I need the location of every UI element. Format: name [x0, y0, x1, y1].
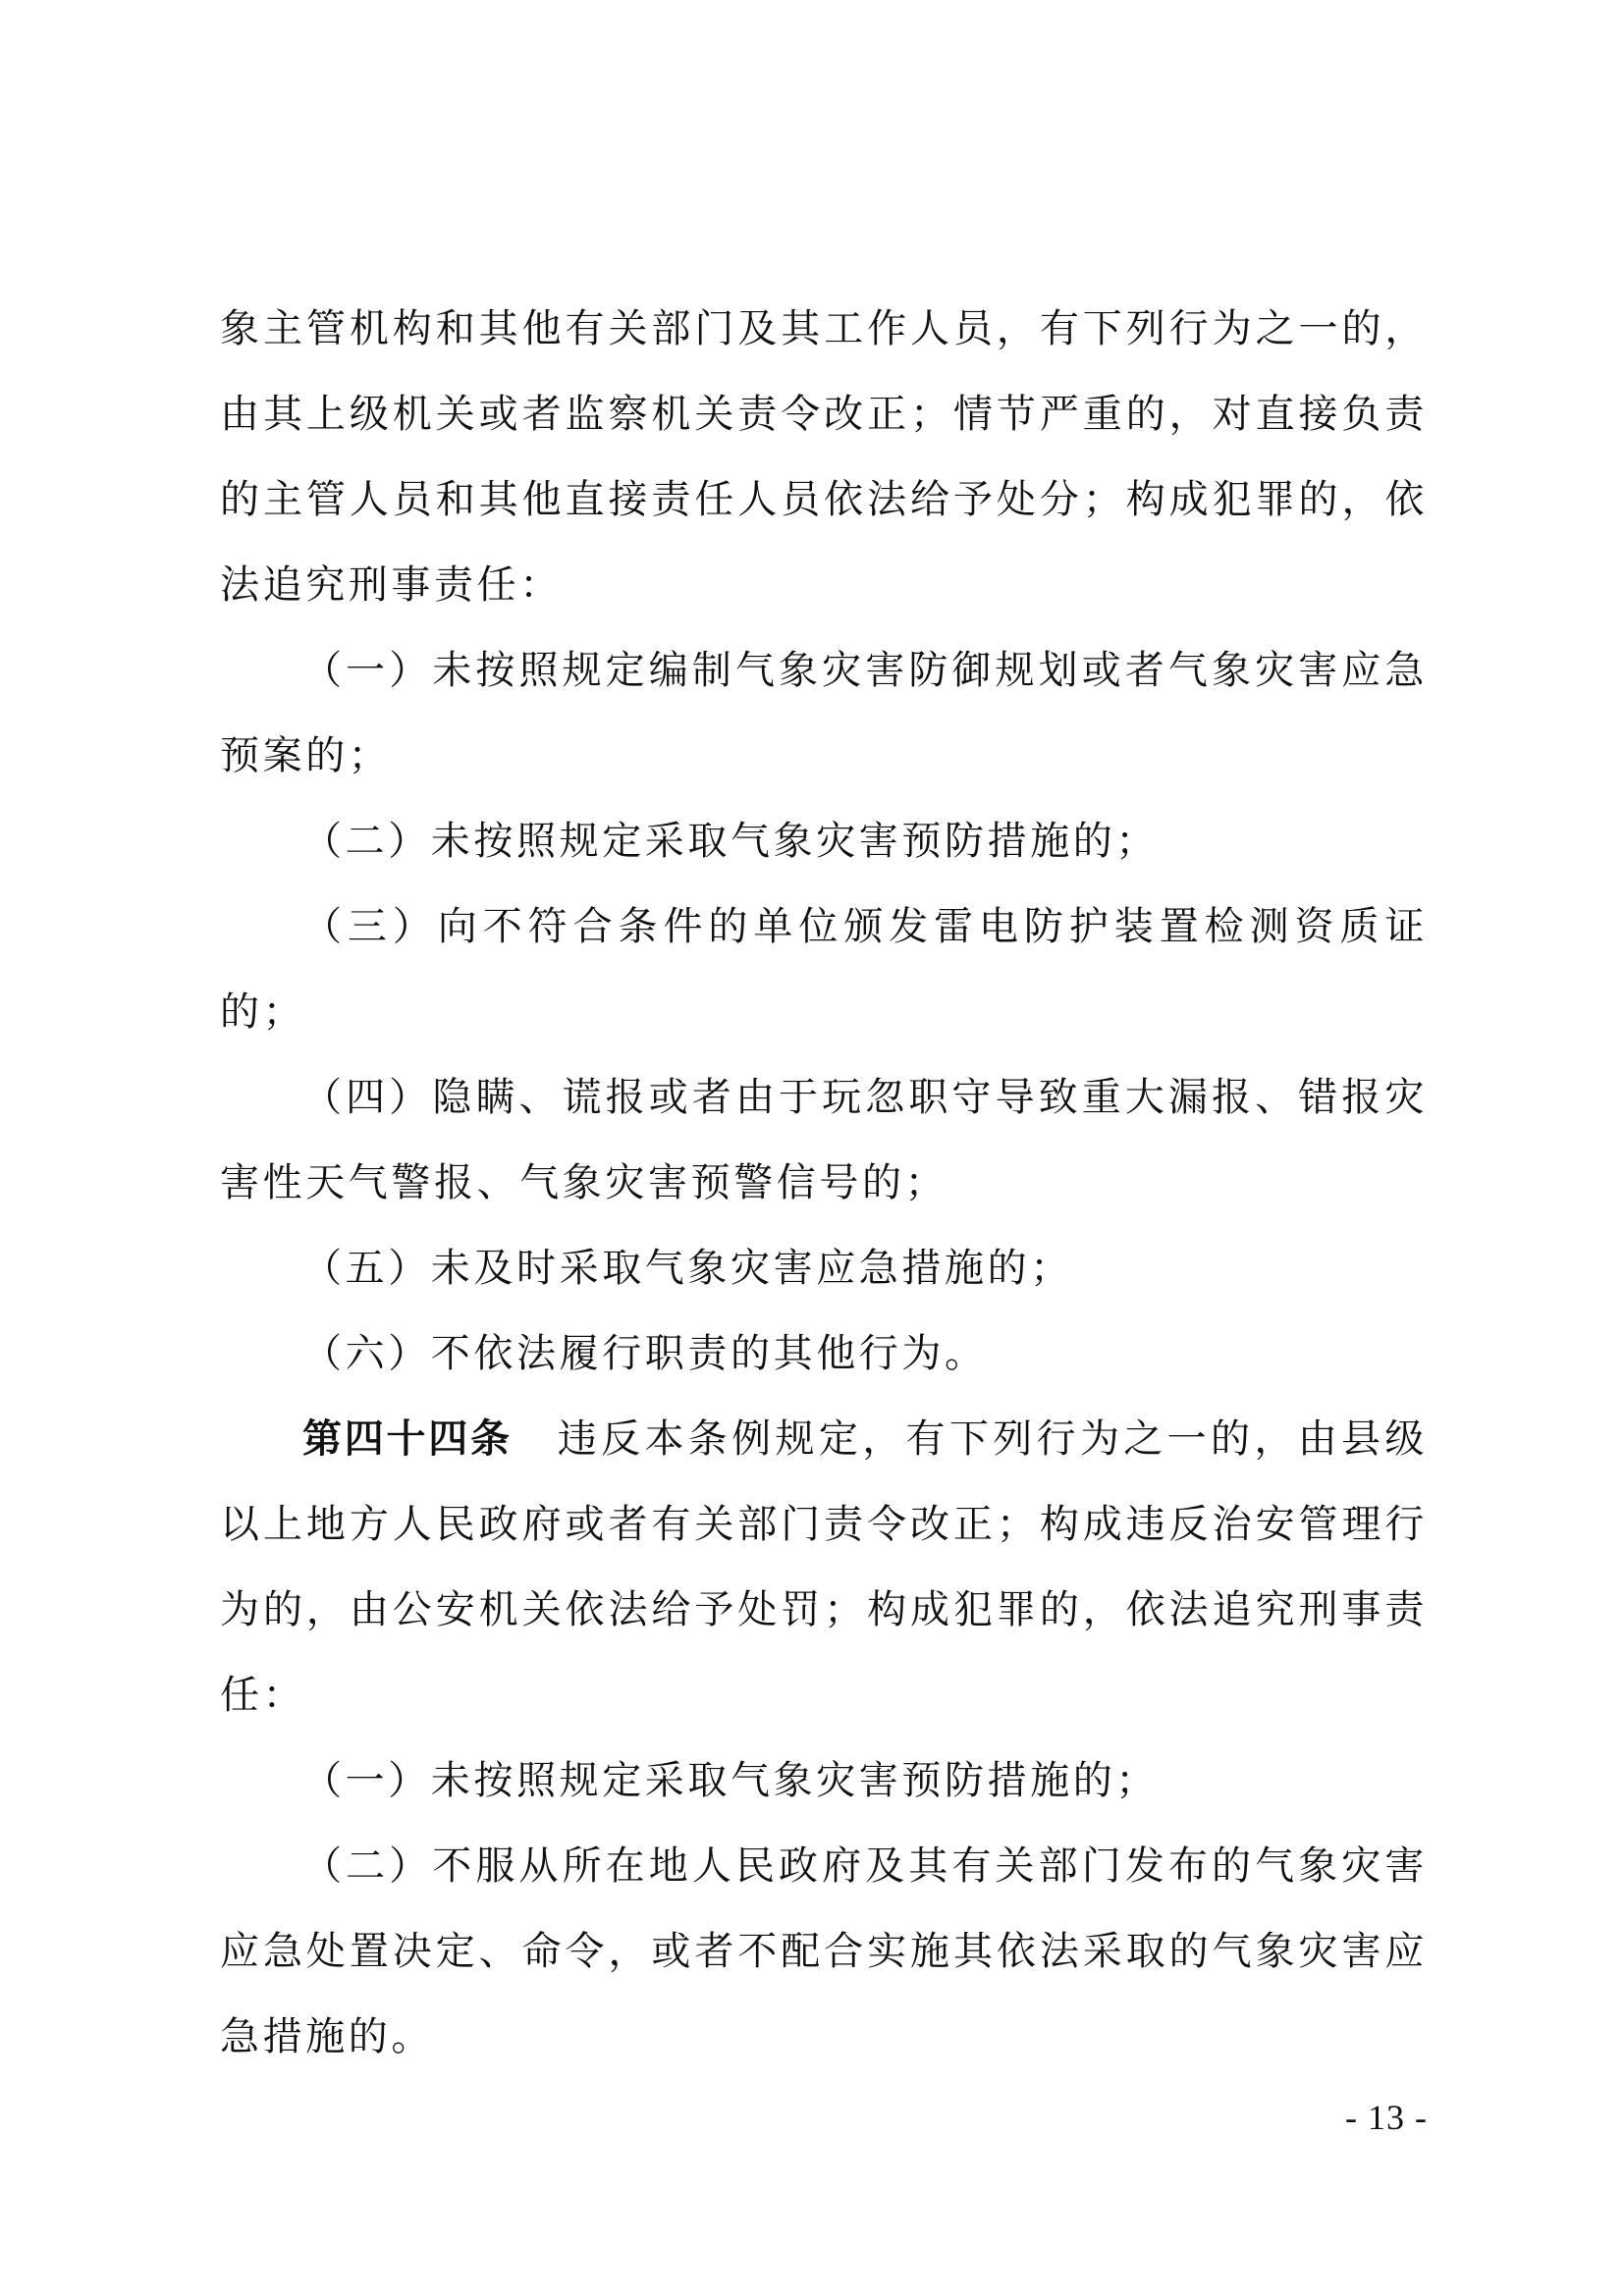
list-item-2: （二）未按照规定采取气象灾害预防措施的；	[302, 819, 1159, 864]
document-body	[220, 287, 1428, 2080]
list-item-6: （六）不依法履行职责的其他行为。	[302, 1331, 988, 1376]
list-item-5: （五）未及时采取气象灾害应急措施的；	[302, 1246, 1073, 1291]
article-text: 违反本条例规定，有下列行为之一的，由县级以上地方人民政府或者有关部门责令改正；构成违反治安管理行为的，由公安机关依法给予处罚；构成犯罪的，依法追究刑事责任：	[220, 1416, 1428, 1718]
article-number: 第四十四条	[302, 1416, 513, 1462]
list-item-1: （一）未按照规定编制气象灾害防御规划或者气象灾害应急预案的；	[220, 648, 1428, 778]
article-44-item-2: （二）不服从所在地人民政府及其有关部门发布的气象灾害应急处置决定、命令，或者不配合实施其依法采取的气象灾害应急措施的。	[220, 1843, 1428, 2059]
article-44-item-1: （一）未按照规定采取气象灾害预防措施的；	[302, 1758, 1159, 1803]
list-item-3: （三）向不符合条件的单位颁发雷电防护装置检测资质证的；	[220, 904, 1428, 1035]
article-44	[220, 1397, 1428, 1738]
paragraph-continuation: 象主管机构和其他有关部门及其工作人员，有下列行为之一的，由其上级机关或者监察机关责令改正；情节严重的，对直接负责的主管人员和其他直接责任人员依法给予处分；构成犯罪的，依法追究刑事责任：	[220, 306, 1428, 608]
list-item-4: （四）隐瞒、谎报或者由于玩忽职守导致重大漏报、错报灾害性天气警报、气象灾害预警信号的；	[220, 1075, 1428, 1205]
page-number: - 13 -	[1345, 2098, 1428, 2137]
